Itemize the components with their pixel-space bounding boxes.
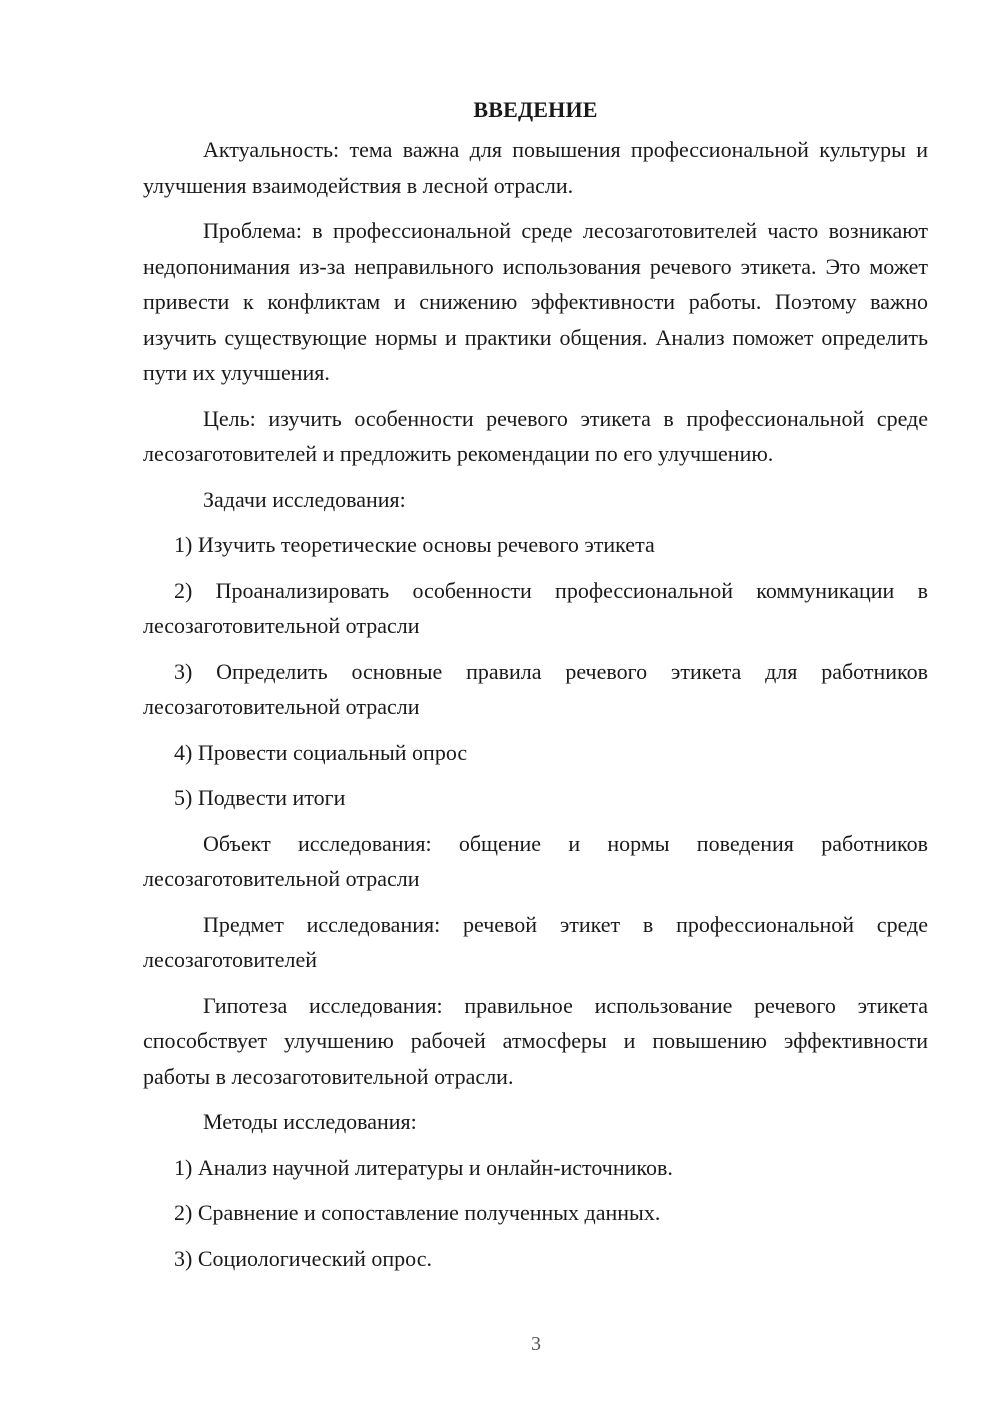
method-item: 2) Сравнение и сопоставление полученных данных. (174, 1200, 661, 1225)
document-page (143, 92, 928, 1286)
task-item: 5) Подвести итоги (174, 785, 346, 810)
subject-paragraph: Предмет исследования: речевой этикет в профессиональной среде лесозаготовителей (143, 911, 928, 972)
methods-heading: Методы исследования: (203, 1109, 417, 1134)
goal-paragraph: Цель: изучить особенности речевого этикета в профессиональной среде лесозаготовителей и предложить рекомендации по его улучшению. (143, 405, 928, 466)
task-item: 4) Провести социальный опрос (174, 739, 468, 765)
tasks-heading: Задачи исследования: (203, 486, 406, 512)
problem-paragraph: Проблема: в профессиональной среде лесозаготовителей часто возникают недопонимания из-за неправильного использования речевого этикета. Это может привести к конфликтам и снижению эффективности работы. Поэтому важно изучить существующие нормы и практики общения. Анализ поможет определить пути их улучшения. (143, 218, 928, 385)
task-item: 1) Изучить теоретические основы речевого этикета (174, 532, 655, 557)
section-title: ВВЕДЕНИЕ (473, 97, 598, 122)
method-item: 3) Социологический опрос. (174, 1245, 432, 1271)
task-item: 2) Проанализировать особенности профессиональной коммуникации в лесозаготовительной отрасли (143, 577, 928, 638)
task-item: 3) Определить основные правила речевого этикета для работников лесозаготовительной отрасли (143, 658, 928, 719)
hypothesis-paragraph: Гипотеза исследования: правильное использование речевого этикета способствует улучшению рабочей атмосферы и повышению эффективности работы в лесозаготовительной отрасли. (143, 992, 928, 1089)
object-paragraph: Объект исследования: общение и нормы поведения работников лесозаготовительной отрасли (143, 830, 928, 891)
method-item: 1) Анализ научной литературы и онлайн-источников. (174, 1154, 673, 1180)
relevance-paragraph: Актуальность: тема важна для повышения профессиональной культуры и улучшения взаимодействия в лесной отрасли. (143, 137, 928, 198)
page-number: 3 (531, 1333, 541, 1355)
